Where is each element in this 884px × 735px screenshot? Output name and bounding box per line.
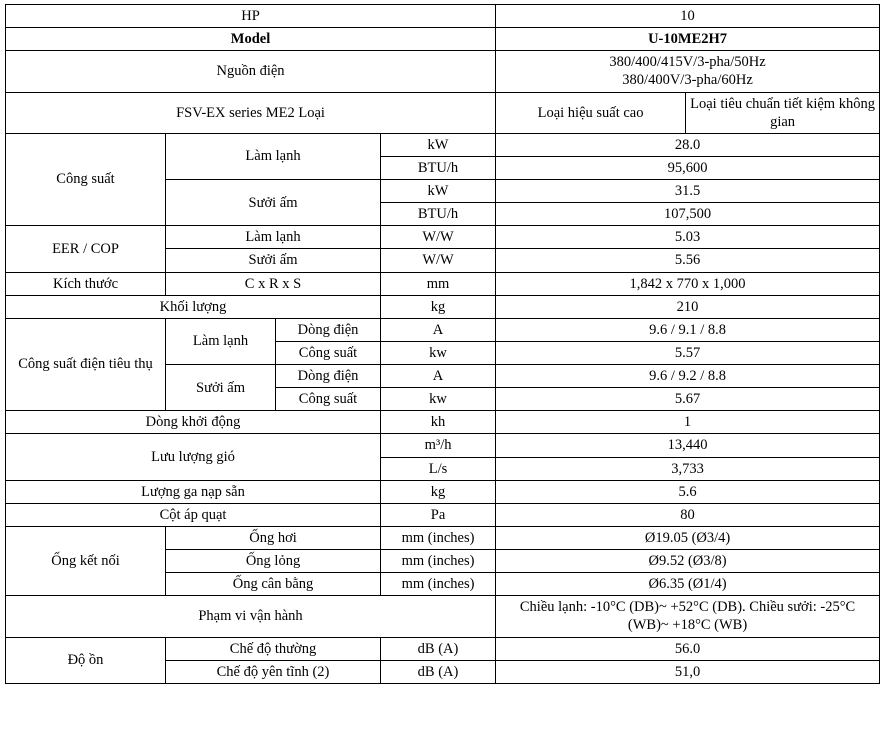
table-cell-input-cool-power-1: kw [381, 341, 496, 364]
table-cell-model-0: Model [6, 28, 496, 51]
table-row [6, 92, 880, 133]
specification-table [5, 4, 880, 684]
table-cell-airflow-m3h-0: Lưu lượng gió [6, 434, 381, 480]
table-cell-input-heat-current-2: A [381, 365, 496, 388]
table-cell-fan-static-pressure-2: 80 [496, 503, 880, 526]
table-cell-input-heat-power-1: kw [381, 388, 496, 411]
table-cell-fan-static-pressure-0: Cột áp quạt [6, 503, 381, 526]
table-row [6, 411, 880, 434]
table-cell-capacity-cool-kw-0: Công suất [6, 133, 166, 226]
table-cell-input-heat-current-0: Sưởi ấm [166, 365, 276, 411]
table-cell-airflow-ls-0: L/s [381, 457, 496, 480]
table-cell-dimensions-3: 1,842 x 770 x 1,000 [496, 272, 880, 295]
table-row [6, 503, 880, 526]
table-cell-airflow-m3h-1: m³/h [381, 434, 496, 457]
table-row [6, 5, 880, 28]
table-cell-input-cool-current-4: 9.6 / 9.1 / 8.8 [496, 318, 880, 341]
table-row [6, 480, 880, 503]
table-cell-pipe-gas-0: Ống kết nối [6, 526, 166, 595]
table-cell-starting-current-1: kh [381, 411, 496, 434]
table-cell-weight-0: Khối lượng [6, 295, 381, 318]
table-cell-dimensions-1: C x R x S [166, 272, 381, 295]
table-cell-eer-0: EER / COP [6, 226, 166, 272]
table-row [6, 272, 880, 295]
table-cell-pipe-liquid-1: mm (inches) [381, 550, 496, 573]
table-cell-dimensions-0: Kích thước [6, 272, 166, 295]
table-cell-weight-1: kg [381, 295, 496, 318]
table-cell-pipe-balance-1: mm (inches) [381, 573, 496, 596]
table-cell-pipe-gas-3: Ø19.05 (Ø3/4) [496, 526, 880, 549]
table-cell-pipe-liquid-2: Ø9.52 (Ø3/8) [496, 550, 880, 573]
table-cell-weight-2: 210 [496, 295, 880, 318]
table-cell-pipe-gas-1: Ống hơi [166, 526, 381, 549]
table-cell-refrigerant-charge-2: 5.6 [496, 480, 880, 503]
table-row [6, 434, 880, 457]
table-cell-noise-quiet-2: 51,0 [496, 660, 880, 683]
table-cell-input-heat-current-1: Dòng điện [276, 365, 381, 388]
table-cell-operating-range-0: Phạm vi vận hành [6, 596, 496, 637]
table-cell-pipe-gas-2: mm (inches) [381, 526, 496, 549]
table-cell-capacity-heat-btu-0: BTU/h [381, 203, 496, 226]
table-cell-capacity-heat-btu-1: 107,500 [496, 203, 880, 226]
table-cell-noise-normal-2: dB (A) [381, 637, 496, 660]
table-cell-series-type-2: Loại tiêu chuẩn tiết kiệm không gian [686, 92, 880, 133]
table-cell-pipe-balance-2: Ø6.35 (Ø1/4) [496, 573, 880, 596]
table-cell-model-1: U-10ME2H7 [496, 28, 880, 51]
table-row [6, 526, 880, 549]
table-cell-capacity-cool-btu-0: BTU/h [381, 156, 496, 179]
table-cell-starting-current-0: Dòng khởi động [6, 411, 381, 434]
table-cell-noise-quiet-0: Chế độ yên tĩnh (2) [166, 660, 381, 683]
table-cell-cop-2: 5.56 [496, 249, 880, 272]
table-row [6, 295, 880, 318]
table-cell-input-cool-current-3: A [381, 318, 496, 341]
table-row [6, 596, 880, 637]
table-cell-pipe-liquid-0: Ống lỏng [166, 550, 381, 573]
table-cell-capacity-cool-btu-1: 95,600 [496, 156, 880, 179]
table-cell-input-cool-current-2: Dòng điện [276, 318, 381, 341]
table-cell-noise-quiet-1: dB (A) [381, 660, 496, 683]
table-cell-noise-normal-3: 56.0 [496, 637, 880, 660]
table-row [6, 133, 880, 156]
table-cell-airflow-m3h-2: 13,440 [496, 434, 880, 457]
table-cell-series-type-1: Loại hiệu suất cao [496, 92, 686, 133]
table-cell-power-source-1: 380/400/415V/3-pha/50Hz 380/400V/3-pha/60Hz [496, 51, 880, 92]
table-cell-eer-1: Làm lạnh [166, 226, 381, 249]
table-cell-cop-1: W/W [381, 249, 496, 272]
table-cell-input-heat-power-2: 5.67 [496, 388, 880, 411]
table-cell-airflow-ls-1: 3,733 [496, 457, 880, 480]
table-cell-capacity-heat-kw-1: kW [381, 180, 496, 203]
table-cell-eer-3: 5.03 [496, 226, 880, 249]
table-cell-capacity-cool-kw-2: kW [381, 133, 496, 156]
table-cell-noise-normal-0: Độ ồn [6, 637, 166, 683]
table-cell-eer-2: W/W [381, 226, 496, 249]
table-cell-refrigerant-charge-0: Lượng ga nạp sẵn [6, 480, 381, 503]
table-cell-cop-0: Sưởi ấm [166, 249, 381, 272]
table-cell-input-cool-power-0: Công suất [276, 341, 381, 364]
table-cell-hp-0: HP [6, 5, 496, 28]
table-cell-capacity-heat-kw-0: Sưởi ấm [166, 180, 381, 226]
table-row [6, 51, 880, 92]
table-cell-hp-1: 10 [496, 5, 880, 28]
table-cell-fan-static-pressure-1: Pa [381, 503, 496, 526]
table-cell-starting-current-2: 1 [496, 411, 880, 434]
table-cell-operating-range-1: Chiều lạnh: -10°C (DB)~ +52°C (DB). Chiều sưởi: -25°C (WB)~ +18°C (WB) [496, 596, 880, 637]
table-cell-dimensions-2: mm [381, 272, 496, 295]
specification-table-body [6, 5, 880, 684]
table-cell-input-heat-current-3: 9.6 / 9.2 / 8.8 [496, 365, 880, 388]
table-row [6, 226, 880, 249]
table-cell-input-heat-power-0: Công suất [276, 388, 381, 411]
table-cell-input-cool-current-1: Làm lạnh [166, 318, 276, 364]
table-cell-capacity-cool-kw-3: 28.0 [496, 133, 880, 156]
table-cell-noise-normal-1: Chế độ thường [166, 637, 381, 660]
table-row [6, 637, 880, 660]
table-cell-pipe-balance-0: Ống cân bằng [166, 573, 381, 596]
table-cell-input-cool-current-0: Công suất điện tiêu thụ [6, 318, 166, 411]
table-cell-power-source-0: Nguồn điện [6, 51, 496, 92]
table-cell-capacity-cool-kw-1: Làm lạnh [166, 133, 381, 179]
table-cell-capacity-heat-kw-2: 31.5 [496, 180, 880, 203]
table-row [6, 318, 880, 341]
table-cell-series-type-0: FSV-EX series ME2 Loại [6, 92, 496, 133]
table-row [6, 28, 880, 51]
table-cell-input-cool-power-2: 5.57 [496, 341, 880, 364]
table-cell-refrigerant-charge-1: kg [381, 480, 496, 503]
